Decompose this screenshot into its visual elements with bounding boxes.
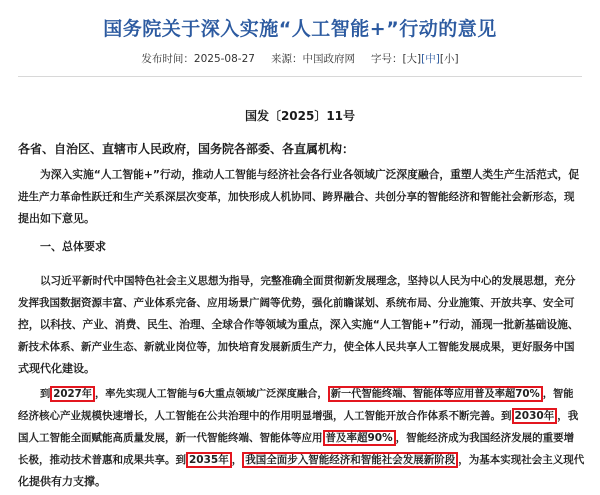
text-run: 到 bbox=[40, 388, 51, 400]
text-line: 式现代化建设。 bbox=[18, 362, 95, 375]
font-size-label: 字号： bbox=[370, 53, 403, 65]
text-line bbox=[18, 427, 584, 449]
text-line: 发挥我国数据资源丰富、产业体系完备、应用场景广阔等优势，强化前瞻谋划、系统布局、分业施策、开放共享、安全可 bbox=[18, 297, 575, 309]
text-run: 国人工智能全面赋能高质量发展，新一代智能终端、智能体等应用 bbox=[18, 432, 323, 444]
text-line bbox=[18, 449, 584, 471]
section-heading: 一、总体要求 bbox=[40, 240, 106, 253]
text-line bbox=[18, 405, 584, 427]
text-line: 提出如下意见。 bbox=[18, 212, 95, 225]
text-run: ，智能 bbox=[542, 388, 574, 400]
highlight-year-2030: 2030年 bbox=[512, 408, 558, 424]
article-meta bbox=[0, 51, 600, 66]
text-line: 以习近平新时代中国特色社会主义思想为指导，完整准确全面贯彻新发展理念，坚持以人民为中心的发展思想，充分 bbox=[40, 275, 576, 287]
text-line: 新技术体系、新产业生态、新就业岗位等，加快培育发展新质生产力，使全体人民共享人工智能发展成果，更好服务中国 bbox=[18, 341, 575, 353]
font-size-small-button[interactable]: [小] bbox=[439, 53, 459, 65]
text-line bbox=[18, 383, 584, 405]
text-run: 经济核心产业规模快速增长，人工智能在公共治理中的作用明显增强，人工智能开放合作体系不断完善。到 bbox=[18, 410, 512, 422]
intro-paragraph bbox=[18, 164, 584, 230]
text-run: ，率先实现人工智能与6大重点领域广泛深度融合， bbox=[95, 388, 328, 400]
guiding-paragraph bbox=[18, 270, 584, 380]
highlight-penetration-70: 新一代智能终端、智能体等应用普及率超70% bbox=[328, 386, 543, 402]
page-title: 国务院关于深入实施“人工智能+”行动的意见 bbox=[103, 18, 497, 40]
highlight-new-stage: 我国全面步入智能经济和智能社会发展新阶段 bbox=[242, 452, 458, 468]
text-run: ， bbox=[231, 454, 243, 466]
addressee: 各省、自治区、直辖市人民政府，国务院各部委、各直属机构： bbox=[18, 142, 355, 156]
text-run: 长极，推动技术普惠和成果共享。到 bbox=[18, 454, 186, 466]
font-size-medium-button[interactable]: [中] bbox=[421, 53, 440, 65]
text-run: ，我 bbox=[557, 410, 579, 422]
document-number: 国发〔2025〕11号 bbox=[244, 109, 356, 123]
text-line: 控，以科技、产业、消费、民生、治理、全球合作等领域为重点，深入实施“人工智能+”行动，涌现一批新基础设施、 bbox=[18, 318, 579, 331]
font-size-large-button[interactable]: [大] bbox=[402, 53, 422, 65]
publish-date: 发布时间：2025-08-27 bbox=[141, 53, 255, 65]
text-run: ，智能经济成为我国经济发展的重要增 bbox=[395, 432, 575, 444]
source-label: 来源：中国政府网 bbox=[270, 53, 355, 65]
text-line: 进生产力革命性跃迁和生产关系深层次变革，加快形成人机协同、跨界融合、共创分享的智能经济和智能社会新形态，现 bbox=[18, 191, 575, 203]
text-line: 为深入实施“人工智能+”行动，推动人工智能与经济社会各行业各领域广泛深度融合，重塑人类生产生活范式，促 bbox=[40, 168, 580, 181]
text-run: ，为基本实现社会主义现代 bbox=[458, 454, 585, 466]
goals-paragraph bbox=[18, 383, 584, 493]
text-line: 化提供有力支撑。 bbox=[18, 475, 106, 488]
highlight-year-2035: 2035年 bbox=[186, 452, 232, 468]
divider bbox=[18, 76, 582, 77]
highlight-penetration-90: 普及率超90% bbox=[323, 430, 396, 446]
highlight-year-2027: 2027年 bbox=[50, 386, 95, 402]
